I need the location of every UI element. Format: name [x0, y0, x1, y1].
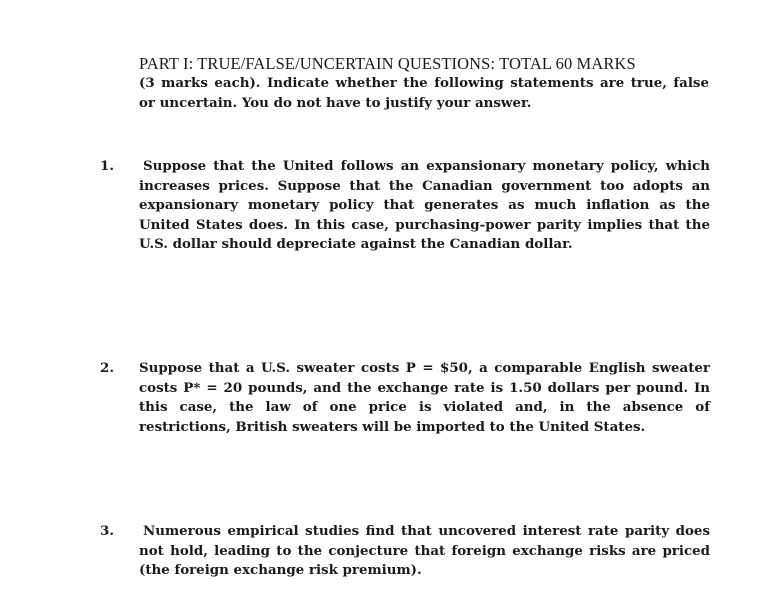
question-text: Suppose that a U.S. sweater costs P = $50, a comparable English sweater costs P* = 20 pounds, and the exchange rate is 1.50 dollars per pound. In this case, the law of one price is violated and, in the absence of restrictions, British sweaters will be imported to the United States.: [139, 360, 710, 435]
question-text: Numerous empirical studies find that uncovered interest rate parity does not hold, leading to the conjecture that foreign exchange risks are priced (the foreign exchange risk premium).: [139, 523, 710, 578]
question-number: 2.: [100, 360, 114, 376]
question-number: 1.: [100, 158, 114, 174]
question-1: [100, 157, 710, 255]
question-3: [100, 522, 710, 581]
question-2: [100, 359, 710, 437]
section-title: PART I: TRUE/FALSE/UNCERTAIN QUESTIONS: TOTAL 60 MARKS: [139, 54, 636, 73]
section-instructions: (3 marks each). Indicate whether the following statements are true, false or uncertain. You do not have to justify your answer.: [139, 75, 709, 111]
section-header: [139, 54, 709, 113]
question-number: 3.: [100, 523, 114, 539]
question-text: Suppose that the United follows an expansionary monetary policy, which increases prices. Suppose that the Canadian government too adopts an expansionary monetary policy that generates as much inflation as the United States does. In this case, purchasing-power parity implies that the U.S. dollar should depreciate against the Canadian dollar.: [139, 158, 710, 252]
